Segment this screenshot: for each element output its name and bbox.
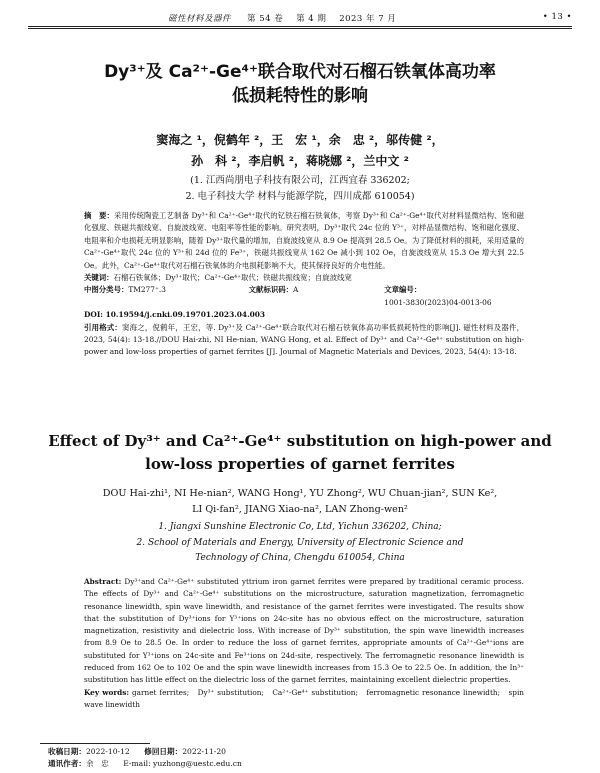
abstract-en-label: Abstract:	[84, 577, 122, 586]
classification-row: 中图分类号：TM277⁺.3 文献标识码：A 文章编号：1001-3830(2023)04-0013-06	[84, 285, 492, 307]
affiliations-english: 1. Jiangxi Sunshine Electronic Co, Ltd, Yichun 336202, China; 2. School of Materials and Energy, University of Electronic Science and Technology of China, Chengdu 610054, China	[136, 522, 464, 563]
title-chinese: Dy³⁺及 Ca²⁺-Ge⁴⁺联合取代对石榴石铁氧体高功率 低损耗特性的影响	[104, 62, 496, 106]
page-number: • 13 •	[542, 12, 572, 22]
doi: DOI: 10.19594/j.cnki.09.19701.2023.04.003	[84, 310, 266, 320]
footnote-author: 通讯作者：余 忠 E-mail: yuzhong@uestc.edu.cn	[48, 759, 242, 768]
abstract-english	[84, 576, 524, 711]
issue-date: 2023 年 7 月	[339, 14, 397, 24]
authors-english: DOU Hai-zhi¹, NI He-nian², WANG Hong¹, YU Zhong², WU Chuan-jian², SUN Ke², LI Qi-fan², JIANG Xiao-na², LAN Zhong-wen²	[102, 488, 498, 515]
citation: 引用格式：窦海之，倪鹤年，王宏，等. Dy³⁺及 Ca²⁺-Ge⁴⁺联合取代对石榴石铁氧体高功率低损耗特性的影响[J]. 磁性材料及器件，2023, 54(4): 13-18.//DOU Hai-zhi, NI He-nian, WANG Hong, et al. Effect of Dy³⁺ and Ca²⁺-Ge⁴⁺ substitution on high-power and low-loss properties of garnet ferrites [J]. Journal of Magnetic Materials and Devices, 2023, 54(4): 13-18.	[84, 322, 524, 357]
authors-chinese: 窦海之 ¹，倪鹤年 ²，王 宏 ¹，余 忠 ²，邬传健 ²， 孙 科 ²，李启帆 ²，蒋晓娜 ²，兰中文 ²	[156, 133, 444, 168]
header-rule	[28, 26, 572, 27]
email[interactable]: E-mail: yuzhong@uestc.edu.cn	[123, 759, 242, 768]
footnote-dates: 收稿日期：2022-10-12 修回日期：2022-11-20	[48, 747, 227, 756]
abstract-chinese	[84, 210, 524, 359]
issue: 第 4 期	[296, 14, 327, 24]
volume: 第 54 卷	[247, 14, 284, 24]
keywords-english: Key words: garnet ferrites; Dy³⁺ substitution; Ca²⁺-Ge⁴⁺ substitution; ferromagnetic resonance linewidth; spin wave linewidth	[84, 687, 524, 709]
header-rule-2	[28, 28, 572, 29]
abstract-en-text: Dy³⁺and Ca²⁺-Ge⁴⁺ substituted yttrium iron garnet ferrites were prepared by traditional ceramic process. The effects of Dy³⁺ and Ca²⁺-Ge⁴⁺ substitutions on the microstructure, saturation magnetization, ferromagnetic resonance linewidth, spin wave linewidth, and resistance of the garnet ferrites were investigated. The results show that the substitution of Dy³⁺ions for Y³⁺ions on 24c-site has no obvious effect on the microstructure, saturation magnetization, resistivity and dielectric loss. With increase of Dy³⁺ substitution, the spin wave linewidth increases from 8.9 Oe to 28.5 Oe. In order to reduce the loss of garnet ferrites, appropriate amounts of Ca²⁺-Ge⁴⁺ions are substituted for Y³⁺ions on 24c-site and Fe³⁺ions on 24d-site, respectively. The ferromagnetic resonance linewidth is reduced from 162 Oe to 102 Oe and the spin wave linewidth increases from 15.3 Oe to 22.5 Oe. In addition, the In³⁺ substitution has little effect on the dielectric loss of the garnet ferrites, maintaining excellent dielectric properties.	[84, 577, 524, 685]
abstract-text: 采用传统陶瓷工艺制备 Dy³⁺和 Ca²⁺-Ge⁴⁺取代的钇铁石榴石铁氧体，考察 Dy³⁺和 Ca²⁺-Ge⁴⁺取代对材料显微结构、饱和磁化强度、铁磁共振线宽、自旋波线宽、电阻率等性能的影响。研究表明，Dy³⁺取代 24c 位的 Y³⁺，对样品显微结构、饱和磁化强度、电阻率和介电损耗无明显影响，随着 Dy³⁺取代量的增加，自旋波线宽从 8.9 Oe 提高到 28.5 Oe。为了降低材料的损耗，采用适量的 Ca²⁺-Ge⁴⁺取代 24c 位的 Y³⁺和 24d 位的 Fe³⁺，铁磁共振线宽从 162 Oe 减小到 102 Oe，自旋波线宽从 15.3 Oe 增大到 22.5 Oe。此外，Ca²⁺-Ge⁴⁺取代对石榴石铁氧体的介电损耗影响不大，使其保持良好的介电性能。	[84, 211, 524, 270]
title-english: Effect of Dy³⁺ and Ca²⁺-Ge⁴⁺ substitution on high-power and low-loss properties of garnet ferrites	[48, 432, 552, 473]
affiliations-chinese: (1. 江西尚朋电子科技有限公司，江西宜春 336202; 2. 电子科技大学 材料与能源学院，四川成都 610054)	[185, 175, 415, 202]
abstract-label: 摘 要：	[84, 211, 115, 220]
journal-name: 磁性材料及器件	[168, 14, 232, 24]
keywords-chinese: 关键词：石榴石铁氧体；Dy³⁺取代；Ca²⁺-Ge⁴⁺取代；铁磁共振线宽；自旋波线宽	[84, 273, 352, 283]
footnote-rule	[40, 743, 150, 744]
running-header	[168, 12, 572, 24]
